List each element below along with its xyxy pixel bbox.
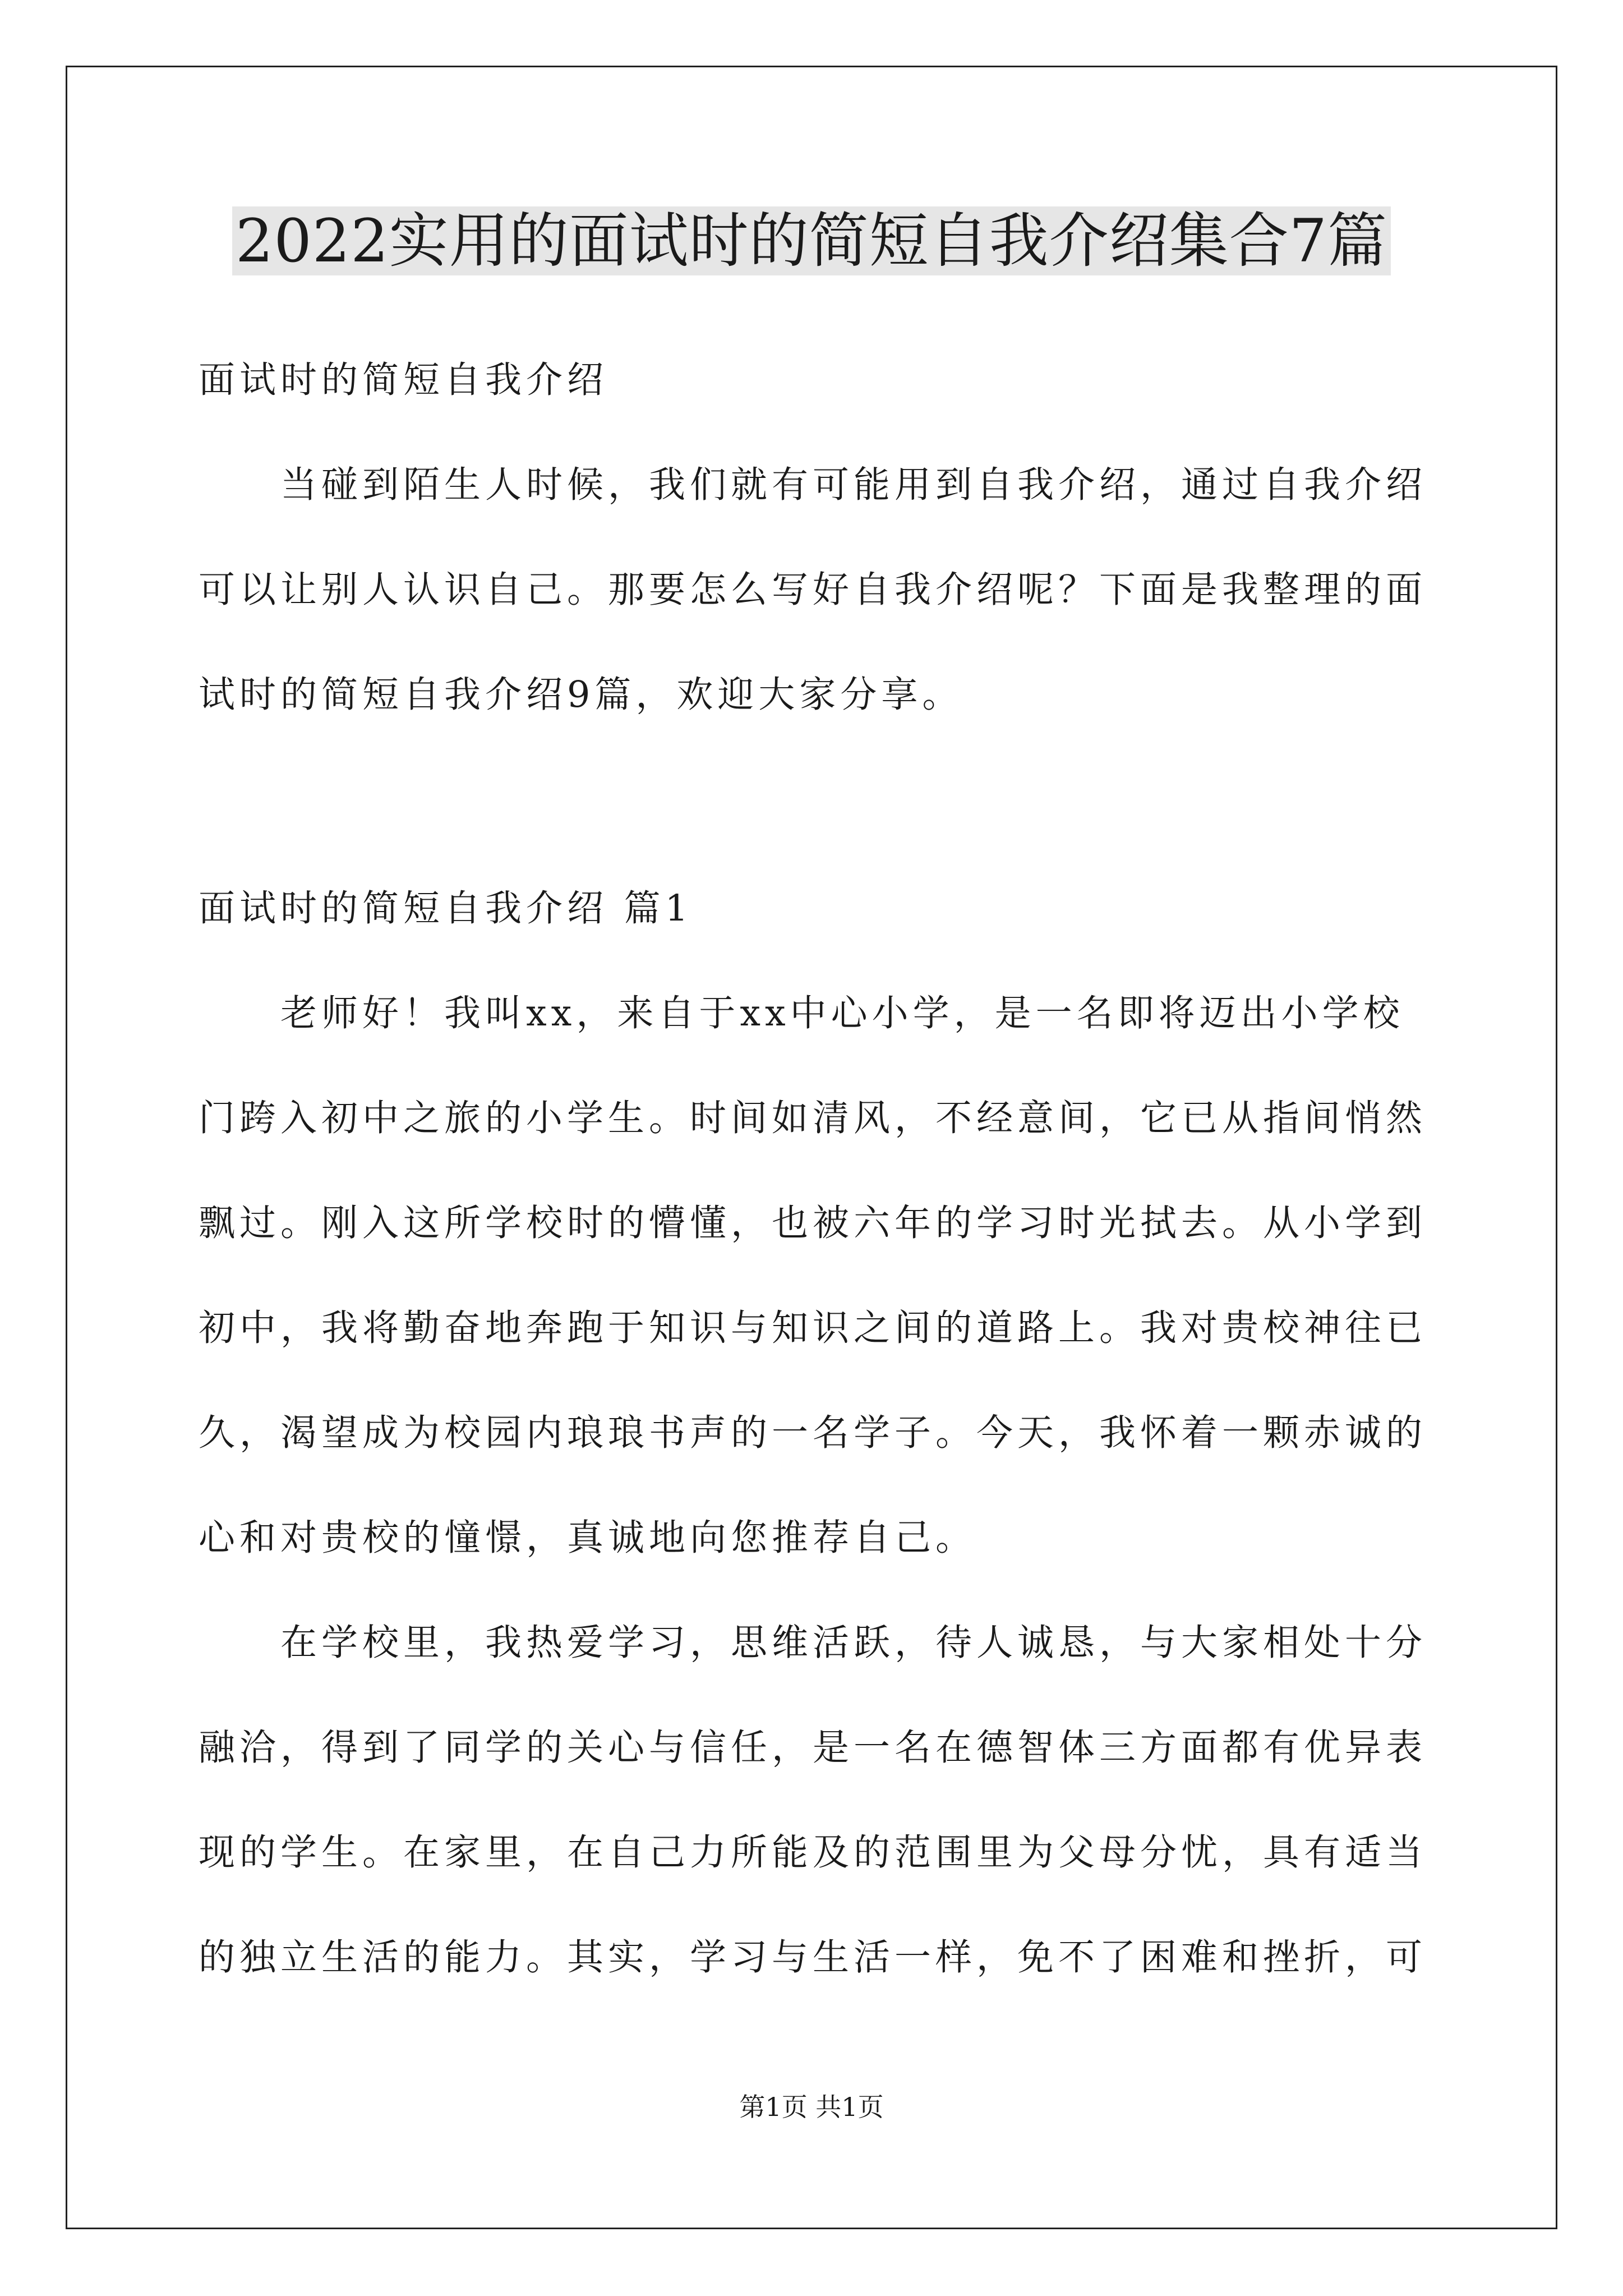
paragraph-line: 老师好！我叫xx，来自于xx中心小学，是一名即将迈出小学校 [280,992,1404,1034]
section-heading: 面试时的简短自我介绍 [199,359,608,401]
paragraph-line: 飘过。刚入这所学校时的懵懂，也被六年的学习时光拭去。从小学到 [199,1202,1427,1244]
page-footer: 第1页 共1页 [739,2092,884,2122]
document-title [0,199,1623,283]
paragraph-line: 初中，我将勤奋地奔跑于知识与知识之间的道路上。我对贵校神往已 [199,1307,1427,1349]
intro-line: 试时的简短自我介绍9篇，欢迎大家分享。 [199,674,963,716]
intro-line: 当碰到陌生人时候，我们就有可能用到自我介绍，通过自我介绍 [280,464,1427,506]
paragraph-line: 久，渴望成为校园内琅琅书声的一名学子。今天，我怀着一颗赤诚的 [199,1412,1427,1454]
paragraph-line: 融洽，得到了同学的关心与信任，是一名在德智体三方面都有优异表 [199,1727,1427,1769]
paragraph-line: 在学校里，我热爱学习，思维活跃，待人诚恳，与大家相处十分 [280,1622,1427,1664]
paragraph-line: 心和对贵校的憧憬，真诚地向您推荐自己。 [199,1517,977,1559]
chapter-heading: 面试时的简短自我介绍 篇1 [199,887,693,930]
intro-line: 可以让别人认识自己。那要怎么写好自我介绍呢？下面是我整理的面 [199,569,1427,611]
document-title-text: 2022实用的面试时的简短自我介绍集合7篇 [232,206,1391,275]
paragraph-line: 门跨入初中之旅的小学生。时间如清风，不经意间，它已从指间悄然 [199,1097,1427,1139]
paragraph-line: 现的学生。在家里，在自己力所能及的范围里为父母分忧，具有适当 [199,1832,1427,1874]
paragraph-line: 的独立生活的能力。其实，学习与生活一样，免不了困难和挫折，可 [199,1936,1427,1978]
